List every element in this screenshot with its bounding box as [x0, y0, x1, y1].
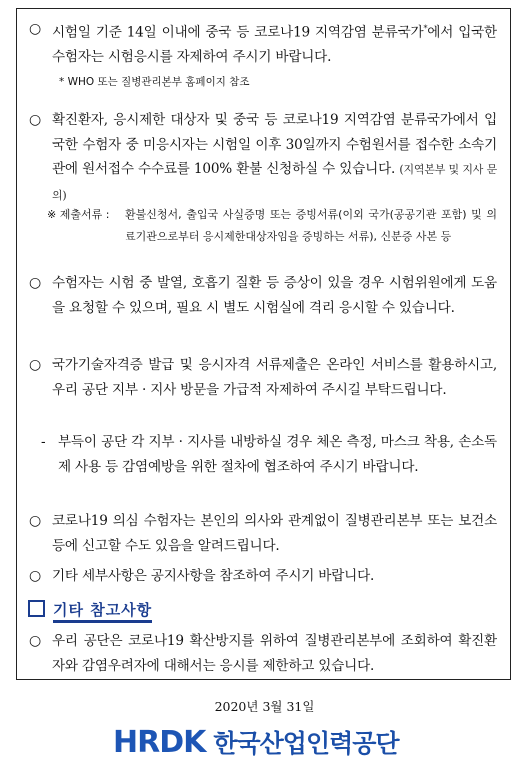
section-title: 기타 참고사항: [53, 601, 152, 623]
item-text: 시험일 기준 14일 이내에 중국 등 코로나19 지역감염 분류국가*에서 입국한 수험자는 시험응시를 자제하여 주시기 바랍니다.: [52, 24, 497, 66]
item-text: 국가기술자격증 발급 및 응시자격 서류제출은 온라인 서비스를 활용하시고, 우리 공단 지부 · 지사 방문을 가급적 자제하여 주시길 부탁드립니다.: [52, 357, 497, 398]
bullet: ○: [29, 568, 42, 584]
dash-text: 부득이 공단 각 지부 · 지사를 내방하실 경우 체온 측정, 마스크 착용, 손소독제 사용 등 감염예방을 위한 절차에 협조하여 주시기 바랍니다.: [58, 434, 497, 475]
item-text: 우리 공단은 코로나19 확산방지를 위하여 질병관리본부에 조회하여 확진환자와 감염우려자에 대해서는 응시를 제한하고 있습니다.: [52, 633, 497, 674]
notice-date: 2020년 3월 31일: [214, 699, 315, 714]
item-text: 확진환자, 응시제한 대상자 및 중국 등 코로나19 지역감염 분류국가에서 입국한 수험자 중 미응시자는 시험일 이후 30일까지 수험원서를 접수한 소속기관에 원서접수 수수료를 100% 환불 신청하실 수 있습니다. (지역본부 및 지사 문의): [52, 112, 498, 202]
item-text: 코로나19 의심 수험자는 본인의 의사와 관계없이 질병관리본부 또는 보건소 등에 신고할 수도 있음을 알려드립니다.: [52, 513, 497, 554]
organization-logo: [113, 725, 399, 759]
footnote-note: * WHO 또는 질병관리본부 홈페이지 참조: [59, 76, 250, 88]
organization-name: 한국산업인력공단: [213, 729, 399, 758]
item-text-small: (지역본부 및 지사 문의): [52, 163, 498, 202]
bullet: ○: [29, 275, 42, 291]
bullet: ○: [29, 513, 42, 529]
checkbox-square-icon: [28, 600, 45, 617]
footnote-mark: *: [423, 24, 428, 33]
notice-box: [16, 8, 511, 680]
submission-text: 환불신청서, 출입국 사실증명 또는 증빙서류(이외 국가(공공기관 포함) 및 의료기관으로부터 응시제한대상자임을 증빙하는 서류), 신분증 사본 등: [125, 208, 497, 243]
submission-label: ※ 제출서류 :: [47, 208, 110, 221]
bullet: ○: [29, 112, 42, 128]
hrdk-logo-mark: HRDK: [113, 724, 206, 760]
bullet: ○: [29, 357, 42, 373]
bullet: ○: [29, 633, 42, 649]
item-text: 수험자는 시험 중 발열, 호흡기 질환 등 증상이 있을 경우 시험위원에게 도움을 요청할 수 있으며, 필요 시 별도 시험실에 격리 응시할 수 있습니다.: [52, 275, 497, 316]
dash-mark: -: [41, 434, 46, 450]
bullet: ○: [29, 21, 42, 37]
item-text: 기타 세부사항은 공지사항을 참조하여 주시기 바랍니다.: [52, 568, 375, 584]
section-heading: [28, 599, 152, 621]
